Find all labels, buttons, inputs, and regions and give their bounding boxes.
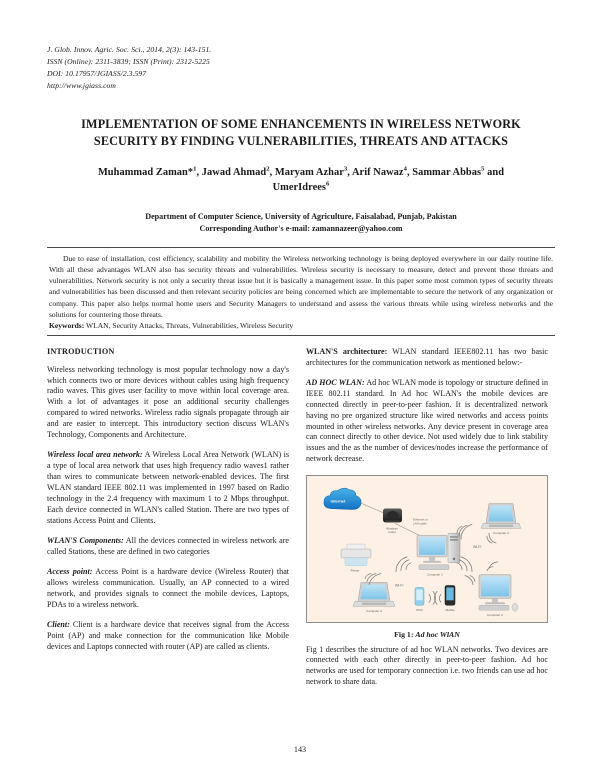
printer-label: Printer (350, 568, 360, 573)
figure-1-caption-text: Ad hoc WlAN (415, 629, 460, 639)
affiliation-block (47, 211, 555, 236)
paragraph-ad-hoc-wlan (306, 378, 548, 465)
journal-doi: DOI: 10.17957/JGIASS/2.3.597 (47, 68, 147, 78)
abstract-block (47, 247, 555, 335)
journal-header (47, 44, 555, 92)
ad-hoc-wlan-diagram (307, 476, 547, 622)
keywords-line (49, 320, 553, 331)
term-wlan-architecture-body: WLAN standard IEEE802.11 has two basic architectures for the communication network as mentioned below:- (306, 346, 548, 367)
mobile-phone-label: Mobile (445, 607, 455, 612)
keywords-value: WLAN, Security Attacks, Threats, Vulnerabilities, Wireless Security (85, 320, 294, 330)
term-access-point-body: Access Point is a hardware device (Wireless Router) that allows wireless communication. Usually, an AP connected to a wired network, and provides signals to connect the mobile devices, Laptops, PDAs to a wireless network. (47, 567, 289, 610)
svg-text:router: router (388, 529, 396, 534)
paragraph-wlan-architecture (306, 347, 548, 369)
page-number: 143 (293, 745, 307, 754)
desktop-computer-1-label: Computer 1 (427, 572, 443, 577)
term-ad-hoc-wlan: AD HOC WLAN: (306, 377, 365, 387)
figure-1 (306, 475, 548, 639)
term-access-point: Access point: (47, 567, 93, 577)
ethernet-label: Ethernet or (413, 516, 428, 521)
wifi-tag-left: Wi-Fi (395, 583, 404, 588)
svg-text:LAN cable: LAN cable (413, 520, 427, 525)
paragraph-wireless-local-area-network (47, 450, 289, 526)
corresponding-author-label: Corresponding Author's e-mail: (199, 224, 310, 234)
author-line-1: Muhammad Zaman*$^1$, Jawad Ahmad$^2$, Maryam Azhar$^3$, Arif Nawaz$^4$, Sammar Abbas$^5$ and (97, 165, 505, 178)
paragraph-figure-description: Fig 1 describes the structure of ad hoc WLAN networks. Two devices are connected with each other directly in peer-to-peer fashion. Ad hoc networks are used for temporary connection i.e. two friends can use ad hoc network to share data. (306, 644, 548, 687)
term-ad-hoc-wlan-body: Ad hoc WLAN mode is topology or structure defined in IEEE 802.11 standard. In Ad hoc WLAN's the mobile devices are connected directly in peer-to-peer fashion. It is decentralized network having no pre organized structure like wired networks and access points mounted in other wireless networks. Any device present in coverage area can connect directly to other device. Not used widely due to link stability issues and the as the number of devices/nodes increase the performance of network decrease. (306, 377, 548, 464)
paragraph-wlan-components (47, 536, 289, 558)
page-title (47, 116, 555, 151)
corresponding-author (47, 223, 555, 235)
term-wireless-lan: Wireless local area network: (47, 450, 143, 460)
wireless-router-icon (383, 508, 402, 522)
keywords-label: Keywords: (49, 320, 85, 330)
laptop-top-right-label: Computer 3 (493, 530, 509, 535)
paragraph-client (47, 620, 289, 653)
journal-issn: ISSN (Online): 2311-3839; ISSN (Print): 2312-5225 (47, 56, 210, 66)
paragraph-access-point (47, 567, 289, 611)
author-sup-5: 5 (481, 165, 485, 173)
journal-citation: J. Glob. Innov. Agric. Soc. Sci., 2014, 2(3): 143-151. (47, 45, 212, 54)
abstract-text: Due to ease of installation, cost efficiency, scalability and mobility the Wireless networking technology is being deployed everywhere in our daily routine life. With all these advantages WLAN also has security threats and vulnerabilities. Wireless security is necessary to measure, detect and prevent those threats and vulnerabilities. Network security is not only a security threat issue but it is basically a management issue. In this paper some most common types of security threats and vulnerabilities has been discussed and then relevant security policies are being concerned which are implementable to secure the network of any organization or company. This paper also helps normal home users and Security Managers to understand and assess the various threats while using wireless networks and the solutions for countering those threats. (49, 254, 553, 319)
pda-device-label: PDA (416, 607, 423, 612)
svg-text:Internet: Internet (330, 498, 346, 504)
body-columns (47, 347, 555, 688)
author-sup-2: 2 (266, 165, 270, 173)
author-sup-1: 1 (193, 165, 197, 173)
term-wireless-lan-body: A Wireless Local Area Network (WLAN) is a type of local area network that uses high frequency radio waves1 rather than wires to communicate between network-enabled devices. The first WLAN standard IEEE 802.11 was implemented in 1997 based on Radio technology in the 2.4 frequency with maximum 1 to 2 Mbps throughput. Each device connected in WLAN's called Station. There are two types of stations Access Point and Clients. (47, 450, 289, 525)
section-heading-introduction: INTRODUCTION (47, 346, 115, 356)
title-line-2: SECURITY BY FINDING VULNERABILITIES, THREATS AND ATTACKS (93, 134, 509, 149)
author-sup-4: 4 (403, 165, 407, 173)
left-column (47, 347, 289, 653)
wifi-tag-right: Wi-Fi (473, 544, 482, 549)
figure-1-caption-label: Fig 1: (394, 629, 414, 639)
affiliation-department: Department of Computer Science, University of Agriculture, Faisalabad, Punjab, Pakistan (145, 211, 457, 221)
author-sup-3: 3 (343, 165, 348, 173)
figure-1-caption (306, 630, 548, 639)
term-client: Client: (47, 620, 70, 630)
author-line-2: UmerIdrees$^6$ (272, 180, 330, 193)
term-wlan-architecture: WLAN'S architecture: (306, 346, 388, 356)
author-list (47, 165, 555, 195)
figure-1-image (306, 475, 548, 623)
term-wlan-components-body: All the devices connected in wireless network are called Stations, these are defined in two categories (47, 536, 289, 557)
title-line-1: IMPLEMENTATION OF SOME ENHANCEMENTS IN WIRELESS NETWORK (81, 116, 521, 131)
right-column (306, 347, 548, 688)
laptop-bottom-left-label: Computer 4 (366, 608, 382, 613)
wireless-router-label: Wireless (386, 525, 398, 530)
term-wlan-components: WLAN'S Components: (47, 536, 124, 546)
term-client-body: Client is a hardware device that receives signal from the Access Point (AP) and make connection for the communication like Mobile devices and Laptops connected with router (AP) are called as clients. (47, 620, 289, 652)
mobile-phone-icon (445, 585, 455, 605)
paragraph-introduction: Wireless networking technology is most popular technology now a day's which connects two or more devices without cables using high frequency radio waves. This gives user facility to move within local coverage area. With a lot of advantages it pose an additional security challenges compared to wired networks. Wireless radio signals propagate through air and are easier to intercept. This introductory section discuss WLAN's Technology, Components and Architecture. (47, 364, 289, 440)
desktop-computer-2-label: Computer 2 (487, 612, 503, 617)
author-sup-6: 6 (326, 180, 330, 188)
corresponding-author-email[interactable]: zamannazeer@yahoo.com (312, 224, 403, 234)
journal-url[interactable]: http://www.jgiass.com (47, 80, 116, 90)
pda-device-icon (415, 587, 424, 605)
